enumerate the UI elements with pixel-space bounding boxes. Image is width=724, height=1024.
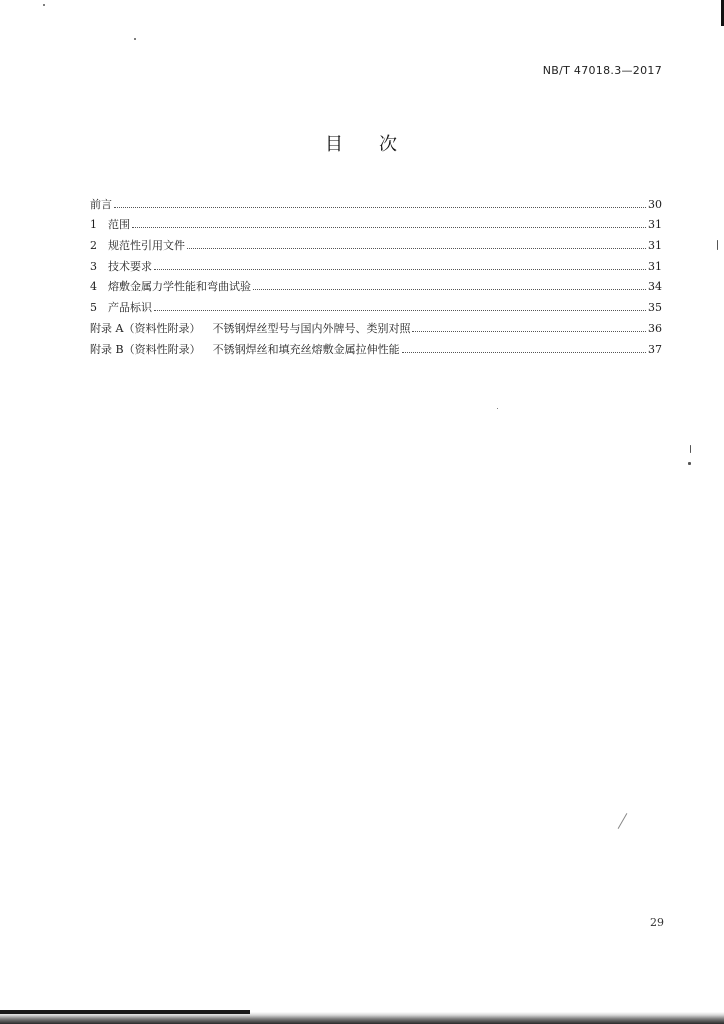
toc-entry-mechanical-properties[interactable] — [90, 273, 662, 294]
toc-leader-dots — [253, 289, 646, 290]
page-number: 29 — [650, 916, 664, 929]
scan-speck — [43, 4, 45, 6]
toc-title — [0, 130, 724, 156]
toc-leader-dots — [132, 227, 646, 228]
scan-bottom-streak — [0, 1010, 250, 1014]
toc-entry-label: 范围 — [108, 218, 130, 232]
toc-entry-label: 前言 — [90, 197, 112, 211]
toc-entry-page: 31 — [648, 218, 662, 232]
toc-entry-scope[interactable] — [90, 211, 662, 232]
scan-speck — [497, 408, 498, 409]
toc-entry-page: 35 — [648, 301, 662, 315]
toc-entry-page: 37 — [648, 342, 662, 356]
scan-speck — [690, 445, 691, 453]
toc-entry-foreword[interactable] — [90, 190, 662, 211]
toc-entry-annex-b[interactable] — [90, 335, 662, 356]
toc-entry-label: 不锈钢焊丝和填充丝熔敷金属拉伸性能 — [212, 342, 400, 356]
scan-speck — [717, 240, 718, 250]
toc-leader-dots — [114, 207, 646, 208]
toc-entry-normative-references[interactable] — [90, 231, 662, 252]
toc-entry-page: 31 — [648, 239, 662, 253]
toc-entry-product-marking[interactable] — [90, 293, 662, 314]
toc-entry-technical-requirements[interactable] — [90, 252, 662, 273]
scan-speck — [134, 38, 136, 40]
toc-entry-annex-id: 附录 A（资料性附录） — [90, 321, 201, 335]
toc-entry-annex-a[interactable] — [90, 314, 662, 335]
toc-entry-annex-id: 附录 B（资料性附录） — [90, 342, 201, 356]
toc-entry-number: 4 — [90, 280, 97, 294]
toc-entry-page: 31 — [648, 259, 662, 273]
document-code: NB/T 47018.3—2017 — [542, 64, 662, 77]
toc-leader-dots — [412, 331, 646, 332]
toc-leader-dots — [154, 269, 646, 270]
toc-leader-dots — [402, 352, 646, 353]
scan-bottom-shadow — [0, 1004, 724, 1024]
toc-leader-dots — [154, 310, 646, 311]
table-of-contents — [90, 190, 662, 356]
scan-speck — [618, 813, 628, 829]
toc-entry-label: 技术要求 — [108, 259, 152, 273]
toc-entry-number: 5 — [90, 301, 97, 315]
toc-entry-label: 不锈钢焊丝型号与国内外牌号、类别对照 — [212, 321, 411, 335]
toc-entry-page: 34 — [648, 280, 662, 294]
toc-title-char-2: 次 — [379, 134, 399, 155]
scan-speck — [688, 462, 691, 465]
toc-entry-label: 规范性引用文件 — [108, 239, 185, 253]
toc-title-char-1: 目 — [325, 134, 345, 155]
toc-entry-page: 30 — [648, 197, 662, 211]
toc-entry-number: 1 — [90, 218, 97, 232]
toc-entry-label: 产品标识 — [108, 301, 152, 315]
toc-entry-label: 熔敷金属力学性能和弯曲试验 — [108, 280, 251, 294]
toc-leader-dots — [187, 248, 646, 249]
toc-entry-page: 36 — [648, 321, 662, 335]
toc-entry-number: 3 — [90, 259, 97, 273]
toc-entry-number: 2 — [90, 239, 97, 253]
